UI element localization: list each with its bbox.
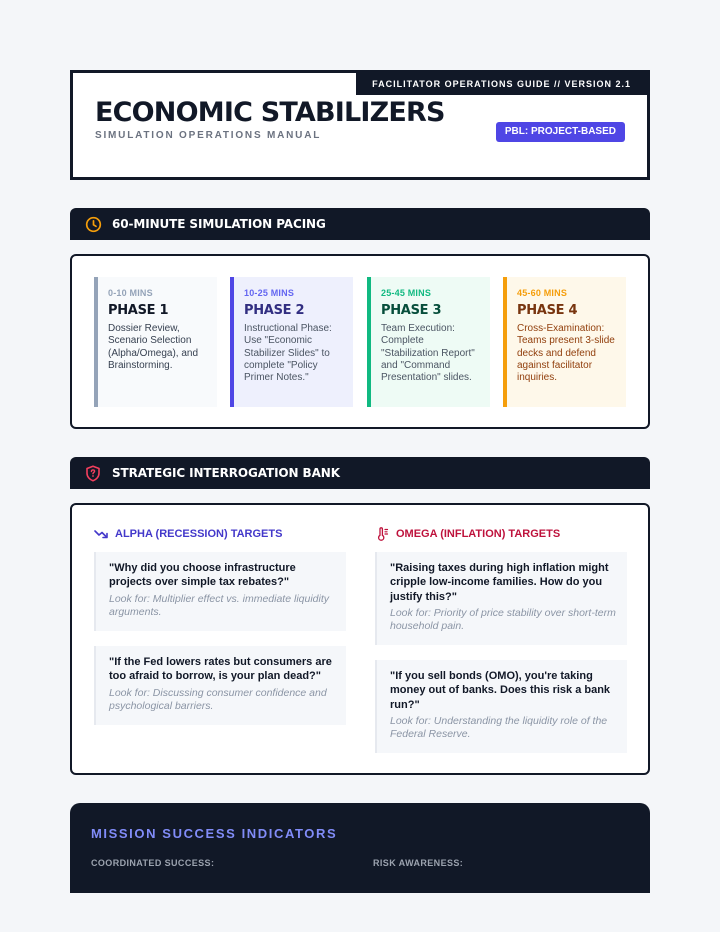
question-text: "Raising taxes during high inflation might cripple low-income families. How do you justify this?" — [390, 562, 609, 603]
question-text: "If the Fed lowers rates but consumers are too afraid to borrow, is your plan dead?" — [109, 656, 332, 683]
alpha-question-card — [94, 646, 346, 725]
alpha-question-card — [94, 552, 346, 631]
interrogation-title: STRATEGIC INTERROGATION BANK — [112, 466, 340, 480]
omega-question-card — [375, 552, 627, 645]
phase-minutes: 0-10 MINS — [108, 288, 153, 298]
look-for-text: Look for: Understanding the liquidity role of the Federal Reserve. — [390, 714, 608, 741]
thermometer-icon — [375, 527, 389, 541]
interrogation-section-bar — [70, 457, 650, 489]
look-for-text: Look for: Discussing consumer confidence and psychological barriers. — [109, 686, 327, 713]
phase-description: Cross-Examination: Teams present 3-slide decks and defend against facilitator inquiries. — [517, 323, 615, 384]
interrogation-panel — [70, 503, 650, 775]
phase-name: PHASE 2 — [244, 303, 305, 318]
phase-card — [94, 277, 217, 407]
header-card — [70, 70, 650, 180]
guide-version-tag: FACILITATOR OPERATIONS GUIDE // VERSION 2.1 — [356, 73, 647, 95]
phase-minutes: 45-60 MINS — [517, 288, 568, 298]
question-text: "Why did you choose infrastructure projects over simple tax rebates?" — [109, 562, 296, 589]
mission-title: MISSION SUCCESS INDICATORS — [91, 826, 338, 841]
alpha-heading-row — [94, 527, 282, 541]
question-text: "If you sell bonds (OMO), you're taking money out of banks. Does this risk a bank run?" — [390, 670, 611, 711]
pacing-panel — [70, 254, 650, 429]
phase-card — [503, 277, 626, 407]
phase-minutes: 10-25 MINS — [244, 288, 295, 298]
clock-icon — [84, 215, 102, 233]
phase-card — [367, 277, 490, 407]
pbl-badge: PBL: PROJECT-BASED — [496, 122, 625, 142]
pacing-title: 60-MINUTE SIMULATION PACING — [112, 217, 326, 231]
phase-card — [230, 277, 353, 407]
phase-description: Dossier Review, Scenario Selection (Alpha/Omega), and Brainstorming. — [108, 323, 199, 371]
phase-description: Instructional Phase: Use "Economic Stabilizer Slides" to complete "Policy Primer Notes." — [244, 323, 332, 384]
phase-name: PHASE 3 — [381, 303, 442, 318]
page-title: ECONOMIC STABILIZERS — [95, 97, 445, 128]
page-subtitle: SIMULATION OPERATIONS MANUAL — [95, 130, 322, 141]
alpha-heading: ALPHA (RECESSION) TARGETS — [115, 528, 283, 540]
shield-question-icon — [84, 464, 102, 482]
look-for-text: Look for: Priority of price stability over short-term household pain. — [390, 606, 616, 633]
coordinated-success-label: COORDINATED SUCCESS: — [91, 858, 215, 868]
trend-down-icon — [94, 527, 108, 541]
look-for-text: Look for: Multiplier effect vs. immediate liquidity arguments. — [109, 592, 330, 619]
omega-heading-row — [375, 527, 560, 541]
risk-awareness-label: RISK AWARENESS: — [373, 858, 464, 868]
phase-name: PHASE 1 — [108, 303, 169, 318]
phase-name: PHASE 4 — [517, 303, 578, 318]
omega-heading: OMEGA (INFLATION) TARGETS — [396, 528, 561, 540]
phase-minutes: 25-45 MINS — [381, 288, 432, 298]
mission-success-block — [70, 803, 650, 893]
pacing-section-bar — [70, 208, 650, 240]
omega-question-card — [375, 660, 627, 753]
phase-description: Team Execution: Complete "Stabilization Report" and "Command Presentation" slides. — [381, 323, 475, 384]
